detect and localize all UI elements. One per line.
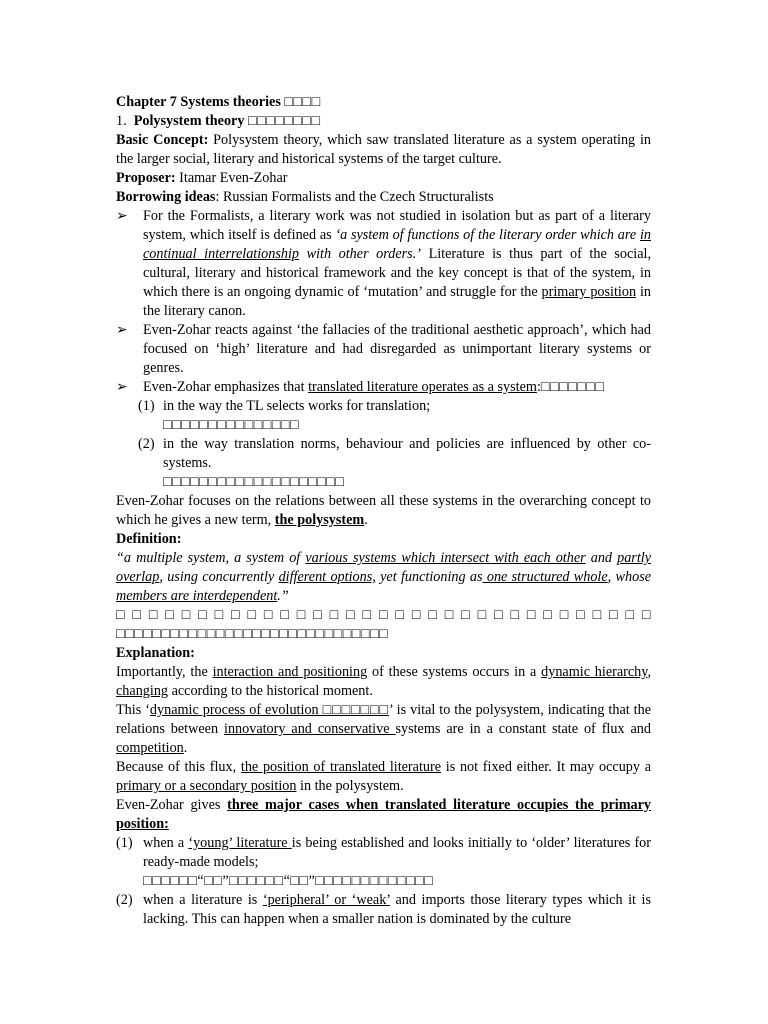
- quote-run: with other orders.’: [299, 246, 421, 262]
- bullet-arrow-icon: ➢: [116, 208, 128, 224]
- underlined-run: the position of translated literature: [240, 759, 442, 775]
- proposer-label: Proposer:: [116, 170, 176, 186]
- bullet-text: [143, 207, 651, 321]
- section-title: Polysystem theory: [133, 113, 245, 129]
- explanation-label-text: Explanation:: [116, 645, 195, 661]
- text-run: Even-Zohar focuses on the relations between all these systems in the overarching concept to which he gives a new term,: [116, 493, 651, 528]
- quote-underlined: members are interdependent: [116, 588, 278, 604]
- text-run: in the way translation norms, behaviour and policies are influenced by other co-systems.: [163, 436, 651, 471]
- definition-quote: [116, 549, 651, 606]
- quote-run: ‘a system of functions of the literary order which are: [335, 227, 640, 243]
- underlined-run: interaction and positioning: [212, 664, 368, 680]
- underlined-run: ‘peripheral’ or ‘weak’: [262, 892, 390, 908]
- bullet-reacts: [116, 321, 651, 378]
- text-run: when a literature is: [143, 892, 263, 908]
- borrowing-ideas: [116, 188, 651, 207]
- item-number: (1): [138, 398, 155, 414]
- bullet-text: Even-Zohar reacts against ‘the fallacies of the traditional aesthetic approach’, which had focused on ‘high’ literature and had disregarded as unimportant literary systems or genres.: [143, 322, 651, 376]
- case-item-2: [116, 891, 651, 929]
- section-heading: [116, 112, 651, 131]
- text-run: For the Formalists, a literary work was not studied in isolation but as part of a literary system, which itself is defined as: [143, 208, 651, 243]
- quote-underlined: one structured whole: [482, 569, 608, 585]
- explanation-p2: [116, 701, 651, 758]
- quote-run: “a multiple system, a system of: [116, 550, 306, 566]
- chapter-title-cn: □□□□: [284, 94, 321, 110]
- text-run: .: [364, 512, 368, 528]
- text-run: in the literary canon.: [143, 284, 651, 319]
- item-number: (1): [116, 835, 133, 851]
- text-run: systems are in a constant state of flux and: [395, 721, 651, 737]
- quote-run: .”: [277, 588, 289, 604]
- text-run: Importantly, the: [116, 664, 213, 680]
- explanation-p1: [116, 663, 651, 701]
- document-page: [116, 93, 651, 929]
- chapter-title-text: Chapter 7 Systems theories: [116, 94, 281, 110]
- proposer: [116, 169, 651, 188]
- term-polysystem: the polysystem: [274, 512, 365, 528]
- basic-concept-text: Polysystem theory, which saw translated literature as a system operating in the larger social, literary and historical systems of the target culture.: [116, 132, 652, 167]
- bullet-emphasizes: [116, 378, 651, 397]
- bullet-text: [143, 378, 651, 397]
- underlined-run: translated literature operates as a system: [308, 379, 537, 395]
- cn-run: □□□□□□□: [540, 379, 605, 395]
- item-number: (2): [138, 436, 155, 452]
- bold-underlined-run: three major cases when translated literature occupies the primary position:: [116, 797, 652, 832]
- quote-underlined: partly overlap: [116, 550, 651, 585]
- text-run: is not fixed either. It may occupy a: [441, 759, 651, 775]
- focus-paragraph: [116, 492, 651, 530]
- text-run: :: [536, 379, 541, 395]
- definition-cn: □□□□□□□□□□□□□□□□□□□□□□□□□□□□□□□□□ □□□□□□□□□□□□□□□□□□□□□□□□□□□□□□: [116, 607, 651, 642]
- text-run: in the polysystem.: [296, 778, 404, 794]
- text-run: when a: [143, 835, 189, 851]
- underlined-run: dynamic process of evolution: [149, 702, 323, 718]
- text-run: Even-Zohar gives: [116, 797, 228, 813]
- definition-label-text: Definition:: [116, 531, 182, 547]
- definition-label: [116, 530, 651, 549]
- section-title-cn: □□□□□□□□: [248, 113, 321, 129]
- basic-concept: [116, 131, 651, 169]
- text-run: in the way the TL selects works for translation;: [163, 398, 431, 414]
- quote-underlined: various systems which intersect with each other: [305, 550, 586, 566]
- text-run: Because of this flux,: [116, 759, 241, 775]
- underlined-run: changing: [116, 683, 169, 699]
- cn-run: □□□□□□□□□□□□□□□□□□□□: [163, 474, 345, 490]
- quote-underlined: in continual interrelationship: [143, 227, 651, 262]
- bullet-arrow-icon: ➢: [116, 322, 128, 338]
- item-text: [163, 435, 651, 492]
- basic-concept-label: Basic Concept:: [116, 132, 209, 148]
- borrowing-label: Borrowing ideas: [116, 189, 216, 205]
- text-run: is being established and looks initially to ‘older’ literatures for ready-made models;: [143, 835, 651, 870]
- text-run: This ‘: [116, 702, 150, 718]
- proposer-text: Itamar Even-Zohar: [179, 170, 288, 186]
- underlined-run: dynamic hierarchy: [541, 664, 648, 680]
- text-run: .: [183, 740, 188, 756]
- quote-run: , using concurrently: [159, 569, 279, 585]
- item-number: (2): [116, 892, 133, 908]
- text-run: Literature is thus part of the social, cultural, literary and historical framework and the key concept is that of the system, in which there is an ongoing dynamic of ‘mutation’ and struggle for the: [143, 246, 651, 300]
- numbered-item-2: [116, 435, 651, 492]
- cn-run: □□□□□□□: [322, 702, 390, 718]
- bullet-arrow-icon: ➢: [116, 379, 128, 395]
- text-run: according to the historical moment.: [168, 683, 373, 699]
- quote-run: and: [585, 550, 618, 566]
- underlined-run: ‘young’ literature: [188, 835, 292, 851]
- explanation-label: [116, 644, 651, 663]
- quote-run: , whose: [607, 569, 652, 585]
- bullet-formalists: [116, 207, 651, 321]
- underlined-run: primary or a secondary position: [116, 778, 297, 794]
- text-run: and imports those literary types which it is lacking. This can happen when a smaller nation is dominated by the culture: [143, 892, 651, 927]
- text-run: ’ is vital to the polysystem, indicating that the relations between: [116, 702, 651, 737]
- underlined-run: primary position: [541, 284, 637, 300]
- quote-run: yet functioning as: [375, 569, 483, 585]
- text-run: ,: [647, 664, 651, 680]
- item-text: [143, 891, 651, 929]
- text-run: of these systems occurs in a: [367, 664, 542, 680]
- item-text: [143, 834, 651, 891]
- explanation-p3: [116, 758, 651, 796]
- explanation-p4: [116, 796, 651, 834]
- underlined-run: competition: [116, 740, 184, 756]
- chapter-title: [116, 93, 651, 112]
- case-item-1: [116, 834, 651, 891]
- text-run: Even-Zohar emphasizes that: [143, 379, 309, 395]
- borrowing-text: : Russian Formalists and the Czech Structuralists: [215, 189, 494, 205]
- quote-underlined: different options,: [278, 569, 376, 585]
- cn-run: □□□□□□“□□”□□□□□□“□□”□□□□□□□□□□□□□: [143, 873, 434, 889]
- section-number: 1.: [116, 113, 127, 129]
- numbered-item-1: [116, 397, 651, 435]
- underlined-run: innovatory and conservative: [224, 721, 396, 737]
- cn-run: □□□□□□□□□□□□□□□: [163, 417, 300, 433]
- item-text: [163, 397, 651, 435]
